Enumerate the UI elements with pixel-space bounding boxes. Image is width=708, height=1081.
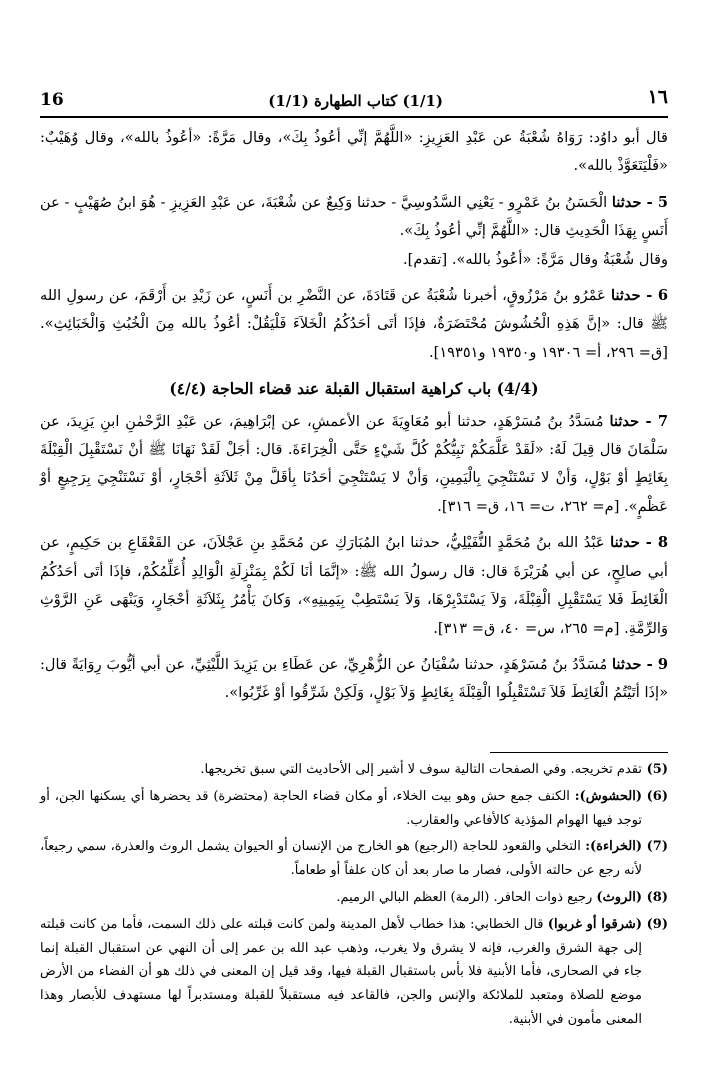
footnote-text [40, 886, 642, 910]
footnote-number: (8) [646, 889, 668, 905]
hadith-7 [40, 408, 668, 522]
footnote-term: (الروث) [596, 889, 642, 905]
hadith-9 [40, 651, 668, 708]
hadith-5 [40, 189, 668, 274]
footnote-body: تقدم تخريجه. وفي الصفحات التالية سوف لا أشير إلى الأحاديث التي سبق تخريجها. [200, 762, 642, 777]
footnote-number: (7) [646, 839, 668, 855]
hadith-text: مُسَدَّدُ بنُ مُسَرْهَدٍ، حدثنا أبو مُعَاوِيَةَ عن الأعمشِ، عن إبْرَاهِيمَ، عن عَبْدِ الرَّحْمٰنِ ابنِ يَزِيدَ، عن سَلْمَانَ قال قِيلَ لَهُ: «لَقَدْ عَلَّمَكُمْ نَبِيُّكُمْ كُلَّ شَيْءٍ حَتَّى الْخِرَاءَةَ. قال: أجَلْ لَقَدْ نَهَانَا ﷺ أنْ نَسْتَقْبِلَ الْقِبْلَةَ بِغَائِطٍ أوْ بَوْلٍ، وَأنْ لا نَسْتَنْجِيَ بِالْيَمِينِ، وَأنْ لا يَسْتَنْجِيَ أحَدُنَا بِأقَلَّ مِنْ ثَلاَثَةِ أحْجَارٍ، أوْ نَسْتَنْجِيَ بِرَجِيعٍ أوْ عَظْمٍ». [م= ٢٦٢، ت= ١٦، ق= ٣١٦]. [40, 412, 668, 515]
page-number-latin: 16 [40, 90, 64, 110]
footnote-term: (الحشوش): [574, 788, 642, 804]
footnote-separator [490, 752, 668, 753]
paragraph-abu-dawud-note: قال أبو داوُد: رَوَاهُ شُعْبَةُ عن عَبْدِ العَزِيزِ: «اللَّهُمَّ إنِّي أعُوذُ بِكَ»، وقال مَرَّةً: «أعُوذُ بالله»، وقال وُهَيْبٌ: «فَلْيَتَعَوَّذْ بالله». [40, 129, 668, 175]
footnote-item [40, 913, 668, 1032]
hadith-text-continued: وقال شُعْبَةُ وقال مَرَّةً: «أعُوذُ بالله». [تقدم]. [403, 250, 668, 268]
hadith-text: عَبْدُ الله بنُ مُحَمَّدٍ النُّفَيْلِيُّ، حدثنا ابنُ المُبَارَكِ عن مُحَمَّدِ بنِ عَجْلاَنَ، عن القَعْقَاعِ بن حَكِيمٍ، عن أبي صالِحٍ، عن أبي هُرَيْرَةَ قال: قال رسولُ الله ﷺ: «إنَّمَا أنَا لَكُمْ بِمَنْزِلَةِ الْوَالِدِ أُعَلِّمُكُمْ، فإذَا أتَى أحَدُكُمُ الْغَائِطَ فَلا يَسْتَقْبِلِ الْقِبْلَةَ، وَلاَ يَسْتَدْبِرْهَا، وَلاَ يَسْتَطِبْ بِيَمِينِهِ»، وَكانَ يَأْمُرُ بِثَلاَثَةِ أحْجَارٍ، وَيَنْهَى عَنِ الرَّوْثِ وَالرِّمَّةِ. [م= ٢٦٥، س= ٤٠، ق= ٣١٣]. [40, 534, 668, 637]
footnote-item [40, 758, 668, 782]
footnote-item [40, 785, 668, 833]
hadith-text: الْحَسَنُ بنُ عَمْرٍو - يَعْنِي السَّدُوسِيَّ - حدثنا وَكِيعٌ عن شُعْبَةَ، عن عَبْدِ العَزِيزِ - هُوَ ابنُ صُهَيْبٍ - عن أَنَسٍ بِهَذَا الْحَدِيثِ قال: «اللَّهُمَّ إنِّي أعُوذُ بِكَ». [40, 193, 668, 240]
footnote-text [40, 913, 642, 1032]
hadith-number: 7 - حدثنا [609, 412, 669, 430]
footnote-text [40, 758, 642, 782]
footnote-body: قال الخطابي: هذا خطاب لأهل المدينة ولمن كانت قبلته على ذلك السمت، فأما من كانت قبلته إلى جهة الشرق والغرب، فإنه لا يشرق ولا يغرب، وذهب عبد الله بن عمر إلى أن النهي عن استقبال القبلة إنما جاء في الصحارى، فأما الأبنية فلا بأس باستقبال القبلة فيها، وقد قيل إن المعنى في ذلك هو أن الفضاء من الأرض موضع للصلاة ومتعبد للملائكة والإنس والجن، فالقاعد فيه مستقبلاً للقبلة ومستدبراً لها مستهدف للأبصار وهذا المعنى مأمون في الأبنية. [40, 916, 642, 1027]
hadith-number: 5 - حدثنا [611, 193, 668, 211]
footnote-number: (9) [646, 916, 668, 932]
footnote-body: التخلي والقعود للحاجة (الرجيع) هو الخارج من الإنسان أو الحيوان يشمل الروث والعذرة، سمي رجيعاً، لأنه رجع عن حالته الأولى، فصار ما صار بعد أن كان علفاً أو طعاماً. [40, 839, 642, 879]
footnotes [40, 758, 668, 1035]
hadith-6 [40, 282, 668, 367]
footnote-body: الكنف جمع حش وهو بيت الخلاء، أو مكان قضاء الحاجة (محتضرة) قد يحضرها أي يسكنها الجن، أو توجد فيها الهوام المؤذية كالأفاعي والعقارب. [40, 788, 642, 828]
footnote-item [40, 886, 668, 910]
footnote-body: رجيع ذوات الحافر. (الرمة) العظم البالي الرميم. [336, 889, 593, 905]
page-header [40, 82, 668, 118]
hadith-number: 8 - حدثنا [610, 534, 669, 552]
hadith-number: 9 - حدثنا [611, 655, 669, 673]
hadith-text: عَمْرُو بنُ مَرْزُوقٍ، أخبرنا شُعْبَةُ عن قَتَادَةَ، عن النَّضْرِ بن أَنَسٍ، عن زَيْدِ بن أَرْقَمَ، عن رسولِ الله ﷺ قال: «إنَّ هَذِهِ الْحُشُوشَ مُحْتَضَرَةٌ، فإذَا أتَى أحَدُكُمُ الْخَلاَءَ فَلْيَقُلْ: أعُوذُ بالله مِنَ الْخُبُثِ وَالْخَبَائِثِ». [ق= ٢٩٦، أ= ١٩٣٠٦ و١٩٣٥٠ و١٩٣٥١]. [40, 287, 668, 361]
footnote-text [40, 785, 642, 833]
footnote-term: (شرقوا أو غربوا) [547, 916, 642, 932]
footnote-number: (6) [646, 788, 668, 804]
running-title: (1/1) كتاب الطهارة (1/1) [268, 92, 444, 110]
footnote-text [40, 835, 642, 883]
footnote-number: (5) [646, 762, 668, 777]
page-number-arabic: ١٦ [647, 86, 668, 108]
hadith-8 [40, 529, 668, 643]
footnote-item [40, 835, 668, 883]
chapter-heading: (4/4) باب كراهية استقبال القبلة عند قضاء الحاجة (٤/٤) [169, 379, 539, 399]
hadith-text: مُسَدَّدُ بنُ مُسَرْهَدٍ، حدثنا سُفْيَانُ عن الزُّهْرِيِّ، عن عَطَاءِ بن يَزِيدَ اللَّيْثِيِّ، عن أبي أيُّوبَ رِوَايَةً قال: «إذَا أتَيْتُمُ الْغَائِطَ فَلاَ تَسْتَقْبِلُوا الْقِبْلَةَ بِغَائِطٍ وَلاَ بَوْلٍ، وَلَكِنْ شَرِّقُوا أوْ غَرِّبُوا». [40, 655, 668, 702]
hadith-number: 6 - حدثنا [611, 287, 669, 305]
footnote-term: (الخراءة): [585, 839, 643, 855]
main-text [40, 124, 668, 716]
